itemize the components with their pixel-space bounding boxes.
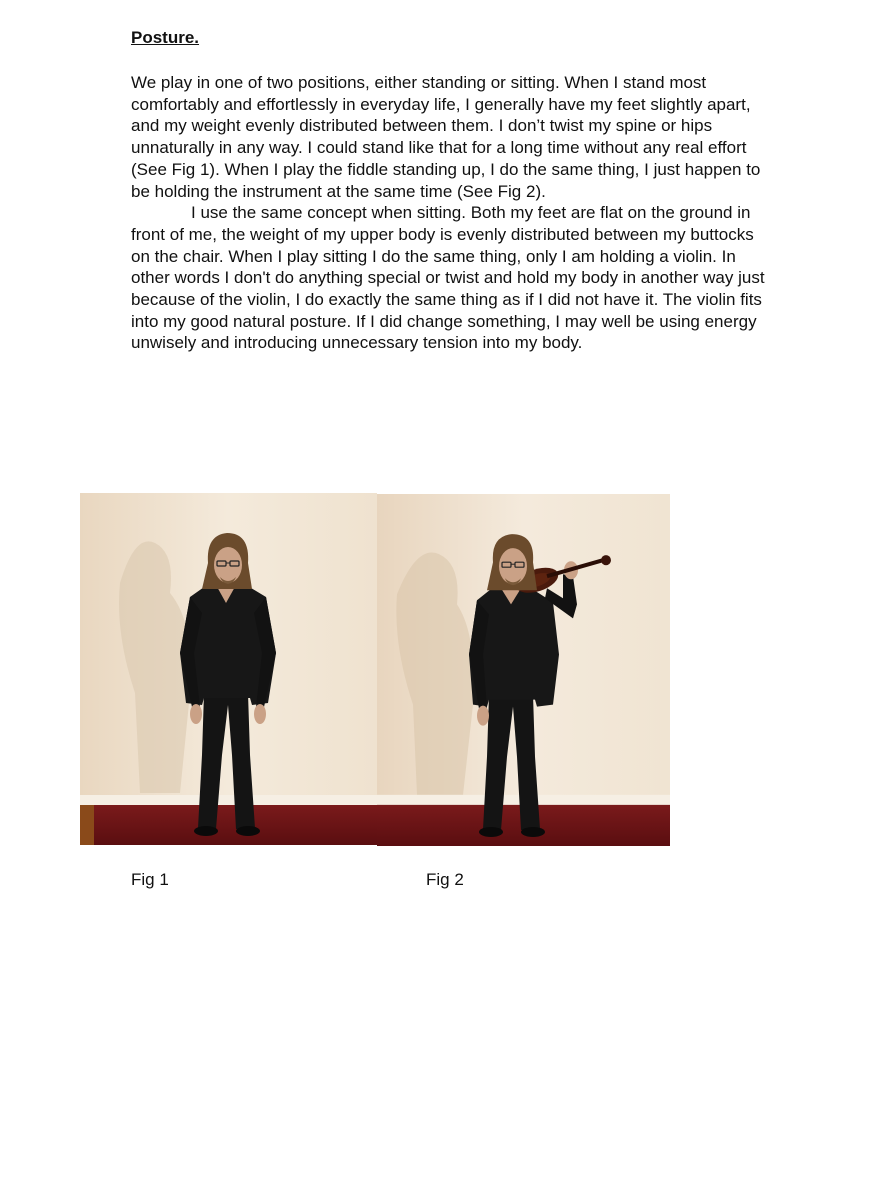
- paragraph-2: I use the same concept when sitting. Both my feet are flat on the ground in front of me, the weight of my upper body is evenly distributed between my buttocks on the chair. When I play sitting I do the same thing, only I am holding a violin. In other words I don't do anything special or twist and hold my body in another way just because of the violin, I do exactly the same thing as if I did not have it. The violin fits into my good natural posture. If I did change something, I may well be using energy unwisely and introducing unnecessary tension into my body.: [131, 203, 765, 353]
- page-heading: Posture.: [131, 28, 200, 47]
- figure-2-caption: Fig 2: [426, 870, 464, 889]
- violin-player-illustration: [377, 494, 670, 846]
- figure-1-photo: [80, 493, 377, 845]
- body-text: [131, 72, 771, 354]
- figure-1-caption: Fig 1: [131, 870, 169, 889]
- standing-person-illustration: [80, 493, 377, 845]
- paragraph-1: We play in one of two positions, either standing or sitting. When I stand most comfortably and effortlessly in everyday life, I generally have my feet slightly apart, and my weight evenly distributed between them. I don’t twist my spine or hips unnaturally in any way. I could stand like that for a long time without any real effort (See Fig 1). When I play the fiddle standing up, I do the same thing, I just happen to be holding the instrument at the same time (See Fig 2).: [131, 73, 761, 201]
- figure-2-photo: [377, 494, 670, 846]
